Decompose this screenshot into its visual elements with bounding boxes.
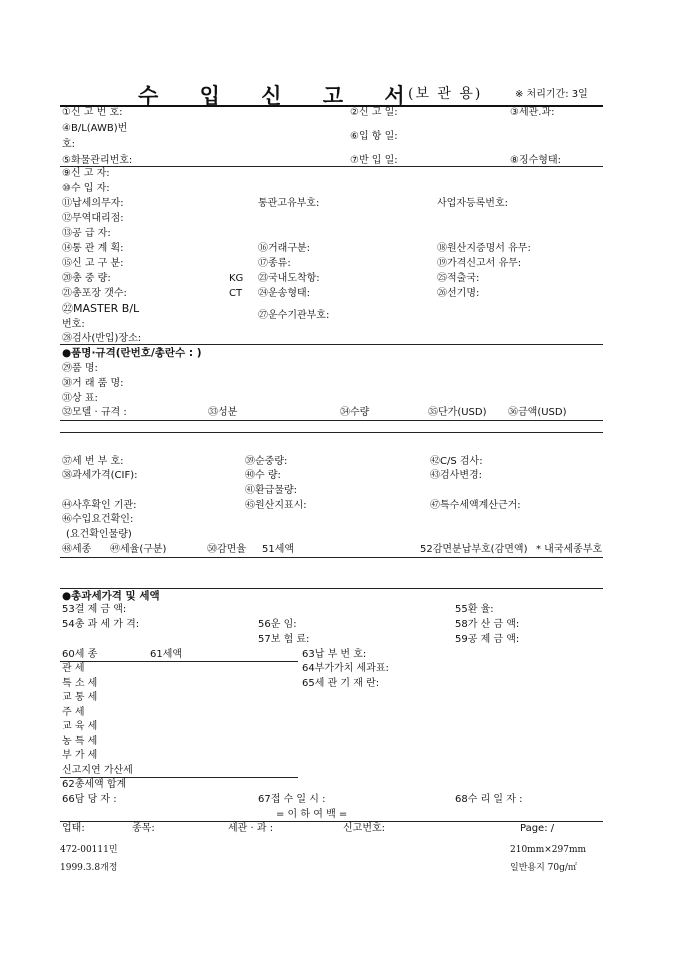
decl-no-footer-field: 신고번호: [343,823,386,834]
supplier-field: ⑬공 급 자: [62,228,111,239]
hs-code-field: ㊲세 번 부 호: [62,456,124,467]
trade-agent-field: ⑫무역대리점: [62,213,124,224]
req-check-qty-field: (요건확인물량) [66,529,132,540]
deduct-amount-field: 59공 제 금 액: [455,634,520,645]
section4-top-rule [60,432,603,433]
decl-number-field: ①신 고 번 호: [62,107,123,118]
blank-below-marker: = 이 하 여 백 = [276,809,348,820]
vat-base-field: 64부가가치 세과표: [302,663,389,674]
section5-top-rule [60,588,603,589]
declarant-field: ⑨신 고 자: [62,168,110,179]
total-tax-sum-field: 62총세액 합계 [62,779,127,790]
paper-type: 일반용지 70g/㎡ [510,863,577,873]
entry-date-field: ⑦반 입 일: [350,155,398,166]
bl-number-field-cont: 호: [62,139,76,150]
model-spec-col: ㉜모델 · 규격 : [62,407,127,418]
customs-code-field: 통관고유부호: [258,198,320,209]
brand-field: ㉛상 표: [62,393,98,404]
cargo-mgmt-no-field: ⑤화물관리번호: [62,155,133,166]
receipt-time-field: 67접 수 일 시 : [258,794,326,805]
payment-no-field: 63납 부 번 호: [302,649,367,660]
tax-type-col: ㊽세종 [62,544,92,555]
customs-office-field: ③세관.과: [510,107,555,118]
product-name-field: ㉙품 명: [62,363,98,374]
tax-row-rural-special: 농 특 세 [62,736,98,747]
revision-date: 1999.3.8개정 [60,863,118,873]
tax-amount-col-header: 61세액 [150,649,183,660]
vessel-name-field: ㉖선기명: [437,288,480,299]
master-bl-field-cont: 번호: [62,319,85,330]
tax-table-bottom-rule [60,777,298,778]
origin-cert-field: ⑱원산지증명서 유무: [437,243,531,254]
tax-amount-col: 51세액 [262,544,295,555]
collection-type-field: ⑧징수형태: [510,155,561,166]
net-weight-field: ㊴순중량: [245,456,288,467]
tax-row-customs: 관 세 [62,663,85,674]
reduction-code-col: 52감면분납부호(감면액) [420,544,528,555]
copy-type-label: (보 관 용) [408,86,483,102]
trade-product-name-field: ㉚거 래 품 명: [62,378,124,389]
loading-country-field: ㉕적출국: [437,273,480,284]
bl-number-field: ④B/L(AWB)번 [62,123,128,134]
ct-unit: CT [229,288,243,299]
arrival-date-field: ⑥입 항 일: [350,131,398,142]
customs-footer-field: 세관 · 과 : [228,823,274,834]
page-indicator: Page: / [520,823,555,834]
master-bl-field: ㉒MASTER B/L [62,302,140,315]
quantity-col: ㉞수량 [340,407,370,418]
section2-rule [60,344,603,345]
carrier-code-field: ㉗운수기관부호: [258,310,330,321]
industry-field: 업태: [62,823,85,834]
inspection-change-field: ㊸검사변경: [430,470,483,481]
trade-type-field: ⑯거래구분: [258,243,311,254]
accept-date-field: 68수 리 일 자 : [455,794,523,805]
decl-date-field: ②신 고 일: [350,107,398,118]
tax-row-special-consumption: 특 소 세 [62,678,98,689]
qty-field: ㊵수 량: [245,470,281,481]
form-title: 수 입 신 고 서 [138,83,422,108]
origin-mark-field: ㊺원산지표시: [245,500,307,511]
tax-row-liquor: 주 세 [62,707,85,718]
model-header-rule [60,420,603,421]
component-col: ㉝성분 [208,407,238,418]
section5-bottom-rule [60,821,603,822]
process-period-label: ※ 처리기간: 3일 [515,89,588,100]
kind-field: ⑰종류: [258,258,291,269]
freight-field: 56운 임: [258,619,297,630]
unit-price-col: ㉟단가(USD) [428,407,487,418]
refund-weight-field: ㊶환급물량: [245,485,298,496]
exchange-rate-field: 55환 율: [455,604,494,615]
reduction-rate-col: ㊿감면율 [207,544,246,555]
tax-row-education: 교 육 세 [62,721,98,732]
product-spec-header: ●품명·규격(란번호/총란수 : ) [62,347,202,359]
section1-rule [60,166,603,167]
customs-record-field: 65세 관 기 재 란: [302,678,380,689]
clearance-plan-field: ⑭통 관 계 획: [62,243,124,254]
biz-no-field: 사업자등록번호: [437,198,508,209]
add-amount-field: 58가 산 금 액: [455,619,520,630]
form-number: 472-00111민 [60,845,118,855]
importer-field: ⑩수 입 자: [62,183,110,194]
transport-type-field: ㉔운송형태: [258,288,311,299]
price-decl-field: ⑲가격신고서 유무: [437,258,522,269]
special-tax-basis-field: ㊼특수세액계산근거: [430,500,521,511]
total-packages-field: ㉑총포장 갯수: [62,288,127,299]
inspection-place-field: ㉘검사(반입)장소: [62,333,142,344]
total-weight-field: ⑳총 중 량: [62,273,111,284]
item-field: 종목: [132,823,155,834]
import-req-check-field: ㊻수입요건확인: [62,514,134,525]
tax-row-vat: 부 가 세 [62,750,98,761]
arrival-port-field: ㉓국내도착항: [258,273,320,284]
tax-row-transport: 교 통 세 [62,692,98,703]
tax-row-late-penalty: 신고지연 가산세 [62,765,133,776]
tax-header-rule [60,557,603,558]
taxpayer-field: ⑪납세의무자: [62,198,124,209]
paper-size: 210mm×297mm [510,845,587,855]
total-tax-header: ●총과세가격 및 세액 [62,590,160,602]
tax-table-header-rule [60,661,298,662]
total-taxable-field: 54총 과 세 가 격: [62,619,140,630]
domestic-tax-code-col: * 내국세종부호 [536,544,603,555]
amount-col: ㊱금액(USD) [508,407,567,418]
tax-rate-col: ㊾세율(구분) [110,544,167,555]
kg-unit: KG [229,273,244,284]
tax-kind-col: 60세 종 [62,649,98,660]
post-check-org-field: ㊹사후확인 기관: [62,500,137,511]
insurance-field: 57보 험 료: [258,634,310,645]
settlement-amount-field: 53결 제 금 액: [62,604,127,615]
officer-field: 66담 당 자 : [62,794,117,805]
decl-type-field: ⑮신 고 구 분: [62,258,124,269]
taxable-value-field: ㊳과세가격(CIF): [62,470,138,481]
cs-check-field: ㊷C/S 검사: [430,456,483,467]
